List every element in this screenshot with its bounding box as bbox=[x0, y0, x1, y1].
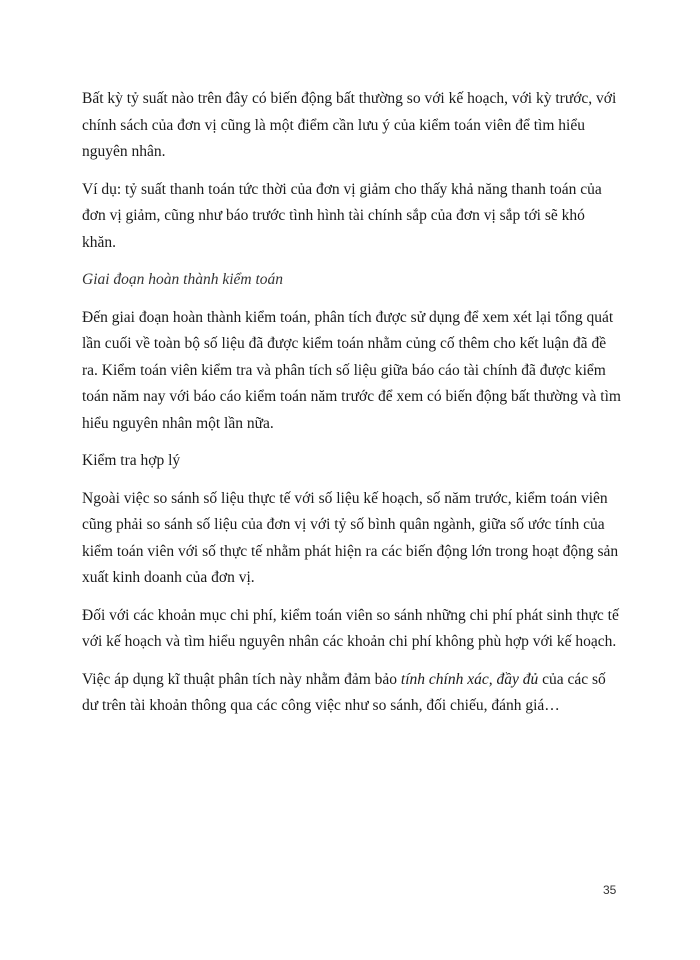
paragraph-analysis-technique bbox=[82, 667, 622, 720]
paragraph-ratio-anomaly: Bất kỳ tỷ suất nào trên đây có biến động bất thường so với kế hoạch, với kỳ trước, với chính sách của đơn vị cũng là một điểm cần lưu ý của kiểm toán viên để tìm hiểu nguyên nhân. bbox=[82, 90, 617, 160]
analysis-text-before: Việc áp dụng kĩ thuật phân tích này nhằm đảm bảo bbox=[82, 670, 401, 688]
analysis-text-emphasis: tính chính xác, đầy đủ bbox=[400, 670, 539, 688]
paragraph-expense-items: Đối với các khoản mục chi phí, kiểm toán viên so sánh những chi phí phát sinh thực tế với kế hoạch và tìm hiểu nguyên nhân các khoản chi phí không phù hợp với kế hoạch. bbox=[82, 606, 619, 650]
paragraph-completion-stage: Đến giai đoạn hoàn thành kiểm toán, phân tích được sử dụng để xem xét lại tổng quát lần cuối về toàn bộ số liệu đã được kiểm toán nhằm củng cố thêm cho kết luận đã đề ra. Kiểm toán viên kiểm tra và phân tích số liệu giữa báo cáo tài chính đã được kiểm toán năm nay với báo cáo kiểm toán năm trước để xem có biến động bất thường và tìm hiểu nguyên nhân một lần nữa. bbox=[82, 308, 621, 432]
page-number: 35 bbox=[603, 883, 617, 897]
page-content bbox=[82, 86, 622, 731]
paragraph-comparison: Ngoài việc so sánh số liệu thực tế với số liệu kế hoạch, số năm trước, kiểm toán viên cũng phải so sánh số liệu của đơn vị với tỷ số bình quân ngành, giữa số ước tính của kiểm toán viên với số thực tế nhằm phát hiện ra các biến động lớn trong hoạt động sản xuất kinh doanh của đơn vị. bbox=[82, 489, 619, 586]
paragraph-example: Ví dụ: tỷ suất thanh toán tức thời của đơn vị giảm cho thấy khả năng thanh toán của đơn vị giảm, cũng như báo trước tình hình tài chính sắp của đơn vị sắp tới sẽ khó khăn. bbox=[82, 180, 602, 251]
section-heading-reasonableness-test: Kiểm tra hợp lý bbox=[82, 452, 181, 469]
analysis-text-after: của các số dư trên tài khoản thông qua các công việc như so sánh, đối chiếu, đánh giá… bbox=[82, 670, 606, 714]
section-heading-completion-stage: Giai đoạn hoàn thành kiểm toán bbox=[82, 271, 284, 288]
